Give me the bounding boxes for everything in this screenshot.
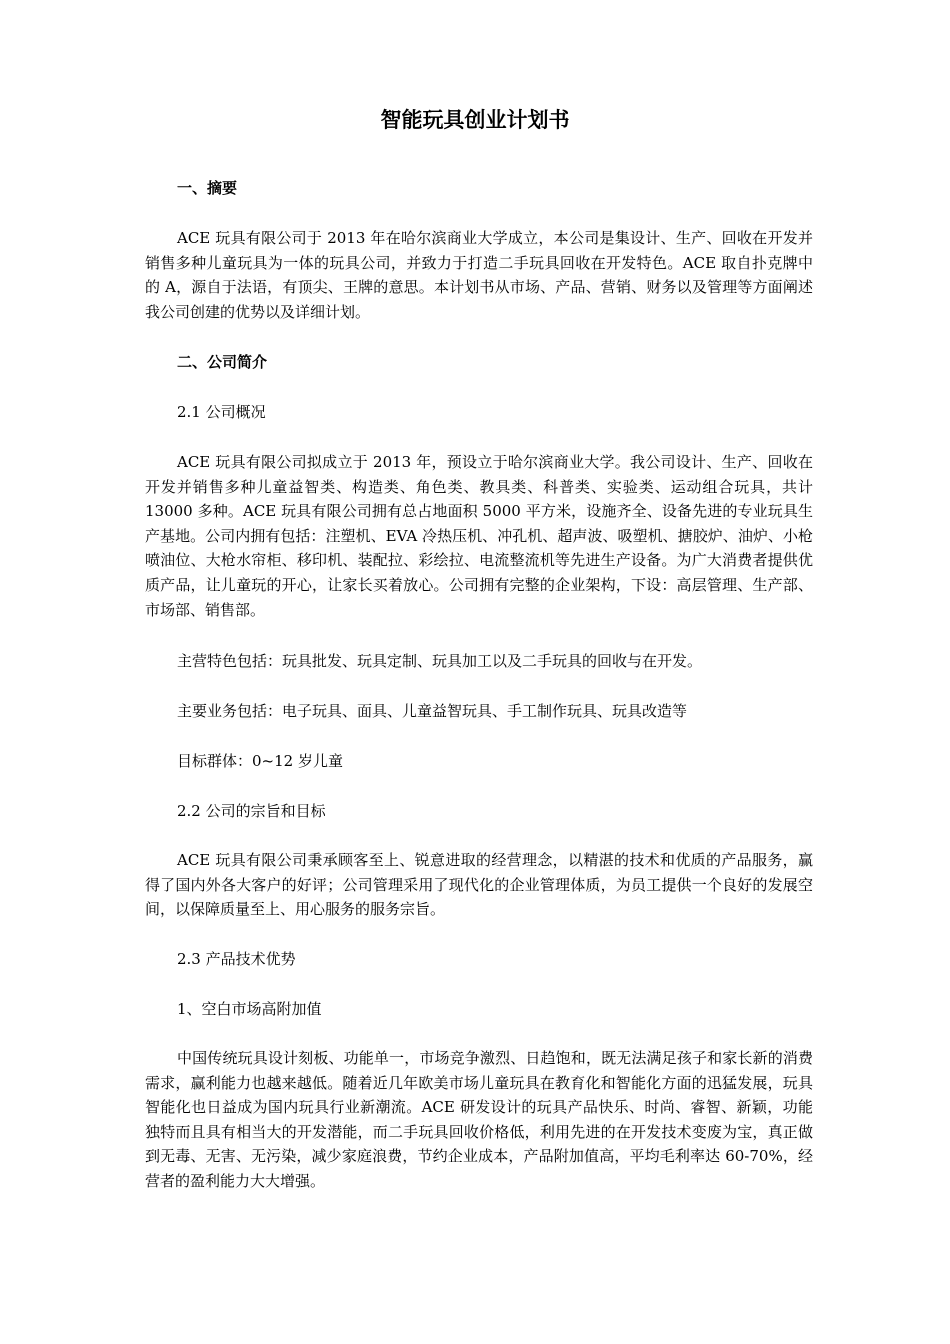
summary-paragraph: ACE 玩具有限公司于 2013 年在哈尔滨商业大学成立，本公司是集设计、生产、回收在开发并销售多种儿童玩具为一体的玩具公司，并致力于打造二手玩具回收在开发特色。ACE 取自扑克牌中的 A，源自于法语，有顶尖、王牌的意思。本计划书从市场、产品、营销、财务以及管理等方面阐述我公司创建的优势以及详细计划。 (145, 229, 813, 321)
main-features-line: 主营特色包括：玩具批发、玩具定制、玩具加工以及二手玩具的回收与在开发。 (177, 652, 703, 670)
document-title: 智能玩具创业计划书 (380, 107, 570, 132)
subsection-title-overview: 2.1 公司概况 (177, 403, 266, 421)
advantage-item-title: 1、空白市场高附加值 (177, 1000, 322, 1018)
target-group-line: 目标群体：0~12 岁儿童 (177, 752, 343, 770)
overview-paragraph: ACE 玩具有限公司拟成立于 2013 年，预设立于哈尔滨商业大学。我公司设计、生产、回收在开发并销售多种儿童益智类、构造类、角色类、教具类、科普类、实验类、运动组合玩具，共计 13000 多种。ACE 玩具有限公司拥有总占地面积 5000 平方米，设施齐全、设备先进的专业玩具生产基地。公司内拥有包括：注塑机、EVA 冷热压机、冲孔机、超声波、吸塑机、搪胶炉、油炉、小枪喷油位、大枪水帘柜、移印机、装配拉、彩绘拉、电流整流机等先进生产设备。为广大消费者提供优质产品，让儿童玩的开心，让家长买着放心。公司拥有完整的企业架构，下设：高层管理、生产部、市场部、销售部。 (145, 453, 813, 619)
section-heading-company-intro: 二、公司简介 (177, 353, 268, 371)
section-heading-summary: 一、摘要 (177, 179, 238, 197)
subsection-title-advantage: 2.3 产品技术优势 (177, 950, 296, 968)
advantage-paragraph: 中国传统玩具设计刻板、功能单一，市场竞争激烈、日趋饱和，既无法满足孩子和家长新的消费需求，赢利能力也越来越低。随着近几年欧美市场儿童玩具在教育化和智能化方面的迅猛发展，玩具智能化也日益成为国内玩具行业新潮流。ACE 研发设计的玩具产品快乐、时尚、睿智、新颖，功能独特而且具有相当大的开发潜能，而二手玩具回收价格低，利用先进的在开发技术变废为宝，真正做到无毒、无害、无污染，减少家庭浪费，节约企业成本，产品附加值高，平均毛利率达 60-70%，经营者的盈利能力大大增强。 (145, 1049, 813, 1190)
subsection-title-purpose: 2.2 公司的宗旨和目标 (177, 802, 326, 820)
purpose-paragraph: ACE 玩具有限公司秉承顾客至上、锐意进取的经营理念，以精湛的技术和优质的产品服务，赢得了国内外各大客户的好评；公司管理采用了现代化的企业管理体质，为员工提供一个良好的发展空间，以保障质量至上、用心服务的服务宗旨。 (145, 851, 813, 919)
main-business-line: 主要业务包括：电子玩具、面具、儿童益智玩具、手工制作玩具、玩具改造等 (177, 702, 688, 720)
